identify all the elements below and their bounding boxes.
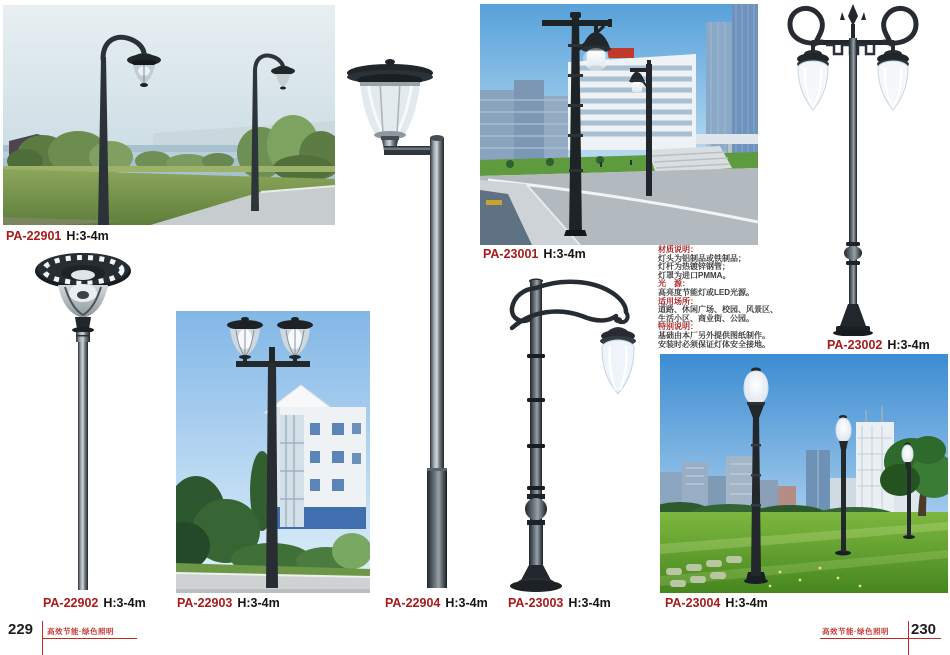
product-height: H:3-4m: [66, 229, 109, 243]
product-code: PA-23001: [483, 247, 539, 261]
product-label-pa-22902: [43, 596, 146, 610]
lakeside-scene: [3, 5, 335, 225]
product-code: PA-22904: [385, 596, 441, 610]
photo-pa-22901: [3, 5, 335, 225]
footer-slogan-right: 高效节能·绿色照明: [822, 627, 889, 636]
product-height: H:3-4m: [103, 596, 146, 610]
product-label-pa-23002: [827, 338, 930, 352]
lamp-22902-drawing: [18, 245, 148, 595]
footer-underline-left: [42, 638, 137, 639]
product-height: H:3-4m: [725, 596, 768, 610]
product-height: H:3-4m: [568, 596, 611, 610]
spec-line: 道路、休闲广场、校园、风景区、: [658, 305, 778, 315]
lamp-22904-drawing: [338, 56, 452, 592]
product-code: PA-23002: [827, 338, 883, 352]
spec-line: 生活小区、商业街、公园。: [658, 313, 754, 323]
product-code: PA-23003: [508, 596, 564, 610]
lantern-right: [877, 50, 909, 110]
product-code: PA-22901: [6, 229, 62, 243]
product-height: H:3-4m: [445, 596, 488, 610]
page-number-left: 229: [8, 621, 34, 638]
product-label-pa-23004: [665, 596, 768, 610]
lawn-skyline-scene: [660, 354, 948, 593]
city-road-scene: [480, 4, 758, 245]
product-code: PA-23004: [665, 596, 721, 610]
footer-underline-right: [820, 638, 941, 639]
spec-usage-title: 适用场所：: [658, 296, 698, 306]
lamp-23003-drawing: [502, 276, 660, 596]
product-height: H:3-4m: [887, 338, 930, 352]
spec-line: 安装时必须保证灯体安全接地。: [658, 339, 770, 349]
spec-notes: [658, 246, 792, 349]
footer-slogan-left: 高效节能·绿色照明: [47, 627, 114, 636]
photo-pa-23001: [480, 4, 758, 245]
page-number-right: 230: [911, 621, 937, 638]
product-code: PA-22902: [43, 596, 99, 610]
lamp-23002-drawing: [782, 4, 947, 336]
lantern-left: [797, 50, 829, 110]
spec-special-title: 特别说明：: [658, 322, 698, 332]
spec-line: 灯头为铝制品或铁制品；: [658, 253, 746, 263]
drawing-pa-22902: [18, 245, 148, 595]
product-label-pa-22901: [6, 229, 109, 243]
spec-line: 高亮度节能灯或LED光源。: [658, 287, 754, 297]
spec-line: 灯罩为进口PMMA。: [658, 270, 731, 280]
product-height: H:3-4m: [237, 596, 280, 610]
drawing-pa-22904: [338, 56, 452, 592]
product-height: H:3-4m: [543, 247, 586, 261]
product-label-pa-23003: [508, 596, 611, 610]
spec-line: 基础由本厂另外提供图纸制作。: [658, 330, 770, 340]
product-code: PA-22903: [177, 596, 233, 610]
spec-material-title: 材质说明：: [658, 245, 698, 254]
photo-pa-23004: [660, 354, 948, 593]
product-label-pa-22903: [177, 596, 280, 610]
spec-line: 灯杆为热镀锌钢管；: [658, 262, 730, 272]
drawing-pa-23003: [502, 276, 660, 596]
drawing-pa-23002: [782, 4, 947, 336]
product-label-pa-23001: [483, 247, 586, 261]
spec-light-source-title: 光 源：: [658, 279, 690, 289]
product-label-pa-22904: [385, 596, 488, 610]
